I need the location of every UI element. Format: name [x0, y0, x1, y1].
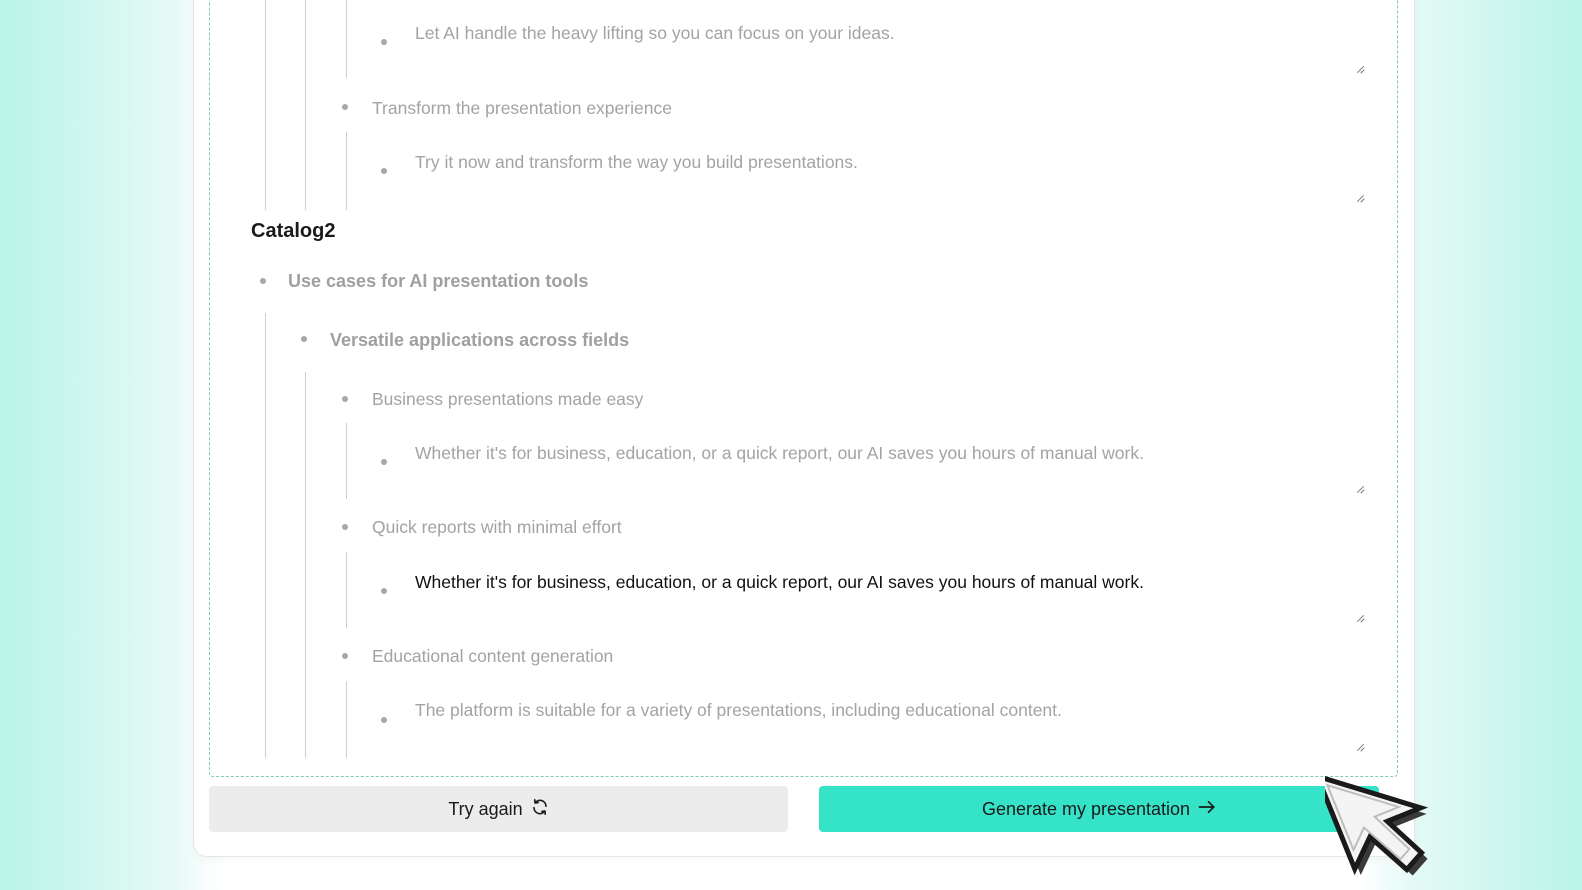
tree-line: [305, 0, 306, 210]
section-title[interactable]: Use cases for AI presentation tools: [288, 271, 589, 291]
resize-handle[interactable]: [1356, 615, 1364, 623]
catalog-heading[interactable]: Catalog2: [251, 220, 336, 242]
point-title[interactable]: Business presentations made easy: [372, 389, 644, 409]
try-again-button[interactable]: [209, 786, 788, 832]
resize-handle[interactable]: [1356, 195, 1364, 203]
resize-handle[interactable]: [1356, 66, 1364, 74]
tree-line: [305, 372, 306, 758]
bullet: [381, 717, 387, 723]
mouse-pointer-icon: [1325, 745, 1460, 880]
resize-handle[interactable]: [1356, 486, 1364, 494]
try-again-label: Try again: [448, 798, 523, 819]
refresh-icon: [531, 798, 549, 821]
generate-presentation-button[interactable]: [819, 786, 1379, 832]
point-title[interactable]: Transform the presentation experience: [372, 98, 672, 118]
bullet: [342, 524, 348, 530]
bullet: [381, 168, 387, 174]
bullet: [342, 104, 348, 110]
tree-line: [265, 313, 266, 758]
point-title[interactable]: Educational content generation: [372, 646, 614, 666]
detail-text[interactable]: The platform is suitable for a variety of presentations, including educational content.: [415, 700, 1062, 720]
tree-line: [265, 0, 266, 210]
subsection-title[interactable]: Versatile applications across fields: [330, 330, 630, 350]
detail-text[interactable]: Try it now and transform the way you build presentations.: [415, 152, 858, 172]
tree-line: [346, 132, 347, 210]
generate-label: Generate my presentation: [981, 798, 1191, 819]
bullet: [342, 653, 348, 659]
point-title[interactable]: Quick reports with minimal effort: [372, 517, 622, 537]
detail-text[interactable]: Whether it's for business, education, or a quick report, our AI saves you hours of manual work.: [415, 443, 1144, 463]
arrow-right-icon: [1198, 799, 1216, 820]
tree-line: [346, 552, 347, 628]
bullet: [381, 39, 387, 45]
bullet: [342, 396, 348, 402]
bullet: [381, 459, 387, 465]
detail-text-active[interactable]: Whether it's for business, education, or a quick report, our AI saves you hours of manual work.: [415, 572, 1144, 592]
detail-text[interactable]: Let AI handle the heavy lifting so you can focus on your ideas.: [415, 23, 895, 43]
bullet: [381, 588, 387, 594]
tree-line: [346, 681, 347, 758]
tree-line: [346, 423, 347, 499]
bullet: [260, 278, 266, 284]
bullet: [301, 336, 307, 342]
tree-line: [346, 0, 347, 78]
